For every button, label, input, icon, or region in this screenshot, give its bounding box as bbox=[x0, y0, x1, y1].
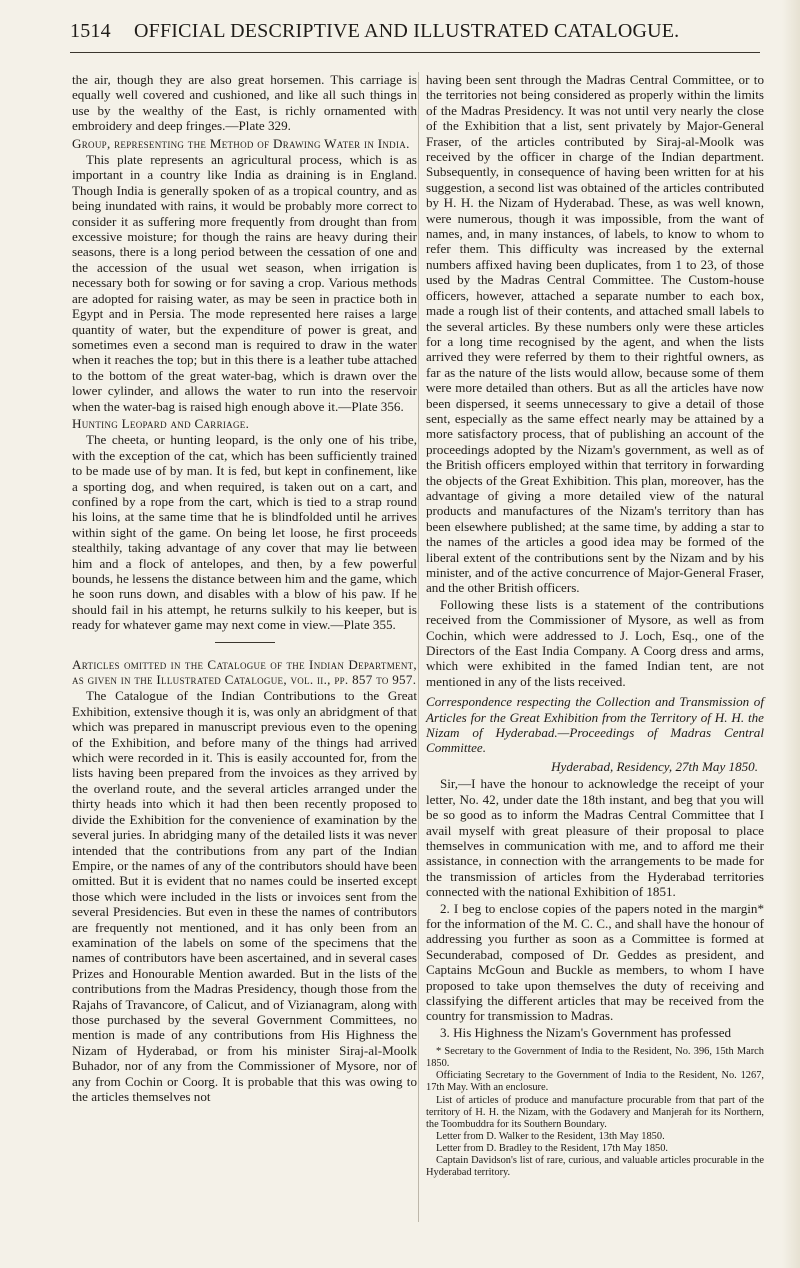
footnote: List of articles of produce and manufacture procurable from that part of the territory of H. H. the Nizam, with the Godavery and Manjerah for its Northern, the Toombuddra for its Southern Boundary. bbox=[426, 1094, 764, 1130]
paragraph: 3. His Highness the Nizam's Government has professed bbox=[440, 1024, 732, 1040]
page-header bbox=[70, 20, 760, 50]
section-heading: Articles omitted in the Catalogue of the Indian Department, as given in the Illustrated Catalogue, vol. ii., pp. 857 to 957. bbox=[72, 656, 417, 688]
right-column bbox=[426, 72, 764, 1179]
section-divider bbox=[215, 642, 275, 643]
paragraph: 2. I beg to enclose copies of the papers noted in the margin* for the information of the M. C. C., and shall have the honour of addressing you further as soon as a Committee is formed at Secunderabad, composed of Dr. Geddes as president, and Captains McGoun and Buckle as members, to whom I have proposed to take upon themselves the duty of receiving and classifying the different articles that may be received from the country for transmission to Madras. bbox=[426, 900, 764, 1024]
footnote: Letter from D. Walker to the Resident, 13th May 1850. bbox=[436, 1130, 665, 1142]
paragraph: This plate represents an agricultural process, which is as important in a country like India as draining is in England. Though India is generally spoken of as a tropical country, and as being inundated with rains, it would be probably more correct to consider it as suffering more frequently from drought than from excessive moisture; for though the rains are heavy during their seasons, there is a long period between the cessation of one and the accession of the usual wet season, when irrigation is necessary both for sowing or for saving a crop. Various methods are adopted for raising water, as may be seen in practice both in Egypt and in Persia. The mode represented here raises a large quantity of water, but the expenditure of power is great, and sometimes even a second man is required to draw in the water when it reaches the top; but in this there is a leather tube attached to the bottom of the great water-bag, which is drawn over the lower cylinder, and allows the water to run into the reservoir when the water-bag is raised high enough above it.—Plate 356. bbox=[72, 152, 417, 414]
footnote: Captain Davidson's list of rare, curious, and valuable articles procurable in the Hyderabad territory. bbox=[426, 1155, 764, 1179]
paragraph: Sir,—I have the honour to acknowledge the receipt of your letter, No. 42, under date the 18th instant, and beg that you will be so good as to inform the Madras Central Committee that I avail myself with great pleasure of their proposal to place themselves in communication with me, and to afford me their assistance, in connection with the arrangements to be made for the transmission of articles from the Hyderabad territories connected with the national Exhibition of 1851. bbox=[426, 776, 764, 900]
footnote: * Secretary to the Government of India to the Resident, No. 396, 15th March 1850. bbox=[426, 1046, 764, 1070]
header-rule bbox=[70, 52, 760, 53]
footnote: Officiating Secretary to the Government of India to the Resident, No. 1267, 17th May. With an enclosure. bbox=[426, 1070, 764, 1094]
footnote: Letter from D. Bradley to the Resident, 17th May 1850. bbox=[436, 1142, 669, 1154]
paragraph: having been sent through the Madras Central Committee, or to the territories not being considered as properly within the limits of the Madras Presidency. It was not until very nearly the close of the Exhibition that a list, sent privately by Major-General Fraser, of the articles contributed by Siraj-al-Moolk was received by the officer in charge of the Indian department. Subsequently, in consequence of having been written for at his suggestion, a second list was obtained of the articles contributed by H. H. the Nizam of Hyderabad. These, as was well known, were numerous, though it was impossible, from the want of names, and, in many instances, of labels, to know to whom to refer them. This difficulty was increased by the external numbers affixed having been duplicates, from 1 to 23, of those used by the Madras Central Committee. The Custom-house officers, however, attached a separate number to each box, made a rough list of their contents, and attached small labels to the several articles. By these numbers only were these articles for a long time recognised by the agent, and when the lists arrived they were referred by them to their rightful owners, as far as the nature of the lists would allow, because some of them were more detailed than others. But as all the articles have now been dispersed, it seems unnecessary to give a detail of those sent, especially as the same effect nearly may be attained by a more satisfactory process, that of publishing an account of the proceedings adopted by the Nizam's government, as well as of the British officers employed within that territory in forwarding the objects of the Great Exhibition. This plan, moreover, has the advantage of giving a more detailed view of the natural products and manufactures of the Nizam's territory than has been elsewhere published; at the same time, by adding a star to the names of the articles a good idea may be formed of the liberal extent of the contributions sent by the Nizam and by his minister, and of the active concurrence of Major-General Fraser, and the other British officers. bbox=[426, 72, 764, 596]
left-column bbox=[72, 72, 417, 1105]
letter-dateline: Hyderabad, Residency, 27th May 1850. bbox=[551, 758, 758, 774]
footnotes bbox=[426, 1046, 764, 1179]
section-heading: Group, representing the Method of Drawing Water in India. bbox=[72, 135, 410, 151]
page-number: 1514 bbox=[70, 20, 111, 42]
column-divider bbox=[418, 72, 419, 1222]
correspondence-title: Correspondence respecting the Collection and Transmission of Articles for the Great Exhibition from the Territory of H. H. the Nizam of Hyderabad.—Proceedings of Madras Central Committee. bbox=[426, 694, 764, 756]
paragraph: The cheeta, or hunting leopard, is the only one of his tribe, with the exception of the cat, which has been sufficiently trained to be made use of by man. It is fed, but kept in confinement, like a sporting dog, and when required, is taken out on a cart, and confined by a rope from the cart, which is tied to a strap round his loins, at the same time that he is blindfolded until he arrives within sight of the game. On being let loose, he first proceeds stealthily, taking advantage of any cover that may lie between him and a flock of antelopes, and then, by a few powerful bounds, he lessens the distance between him and the game, which he soon runs down, and disables with a blow of his paw. If he should fail in his attempt, he returns sulkily to his keeper, but is ready for whatever game may next come in view.—Plate 355. bbox=[72, 432, 417, 633]
paragraph: Following these lists is a statement of the contributions received from the Commissioner of Mysore, as well as from Cochin, which were addressed to J. Loch, Esq., one of the Directors of the East India Company. A Coorg dress and arms, which were exhibited in the famed Indian tent, are not mentioned in any of the lists received. bbox=[426, 596, 764, 689]
paragraph: the air, though they are also great horsemen. This carriage is equally well covered and cushioned, and like all such things in use by the wealthy of the East, is richly ornamented with embroidery and deep fringes.—Plate 329. bbox=[72, 72, 417, 134]
paragraph: The Catalogue of the Indian Contributions to the Great Exhibition, extensive though it is, was only an abridgment of that which was prepared in manuscript previous even to the opening of the Exhibition, and before many of the things had arrived which were recorded in it. This is easily accounted for, from the lists having been prepared from the invoices as they arrived by the overland route, and the several articles arranged under the thirty heads into which it had then been recently proposed to divide the Exhibition for the convenience of examination by the several juries. In abridging many of the detailed lists it was never intended that the contributions from any part of the Indian Empire, or the names of any of the contributors should have been omitted. But it is evident that no names could be inserted except those which were included in the lists or invoices sent from the several Presidencies. But even in these the names of contributors are frequently not mentioned, and it has only been from an examination of the labels on some of the specimens that the names of contributors have been ascertained, and in several cases Prizes and Honourable Mention awarded. But in the lists of the contributions from the Madras Presidency, though those from the Rajahs of Travancore, of Calicut, and of Vizianagram, along with those purchased by the several Government Committees, no mention is made of any contributions from His Highness the Nizam of Hyderabad, or from his minister Siraj-al-Moolk Buhador, nor of any from the Commissioner of Mysore, nor of any from Cochin or Coorg. It is probable that this was owing to the articles themselves not bbox=[72, 688, 417, 1104]
section-heading: Hunting Leopard and Carriage. bbox=[72, 415, 250, 431]
page-edge-shadow bbox=[782, 0, 800, 1268]
running-title: OFFICIAL DESCRIPTIVE AND ILLUSTRATED CATALOGUE. bbox=[134, 20, 680, 42]
